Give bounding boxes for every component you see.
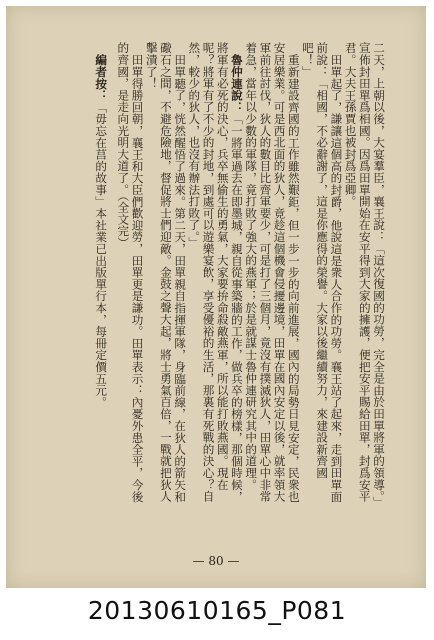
editor-note-text: 「毋忘在莒的故事」本社業已出版單行本，每冊定價五元。 (94, 100, 109, 408)
paragraph-1 (343, 42, 386, 504)
paragraph-text: 田單起了，謙讓這個高的封爵，他說這是衆人合作的功勞。襄王站了起來，走到田單面前說：「相國，不必辭謝了，這是你應得的榮譽。大家以後繼續努力，來建設新齊國吧！」 (300, 42, 344, 502)
paragraph-text: 二天，上朝以後，大宴羣臣，襄王說：「這次復國的功勞，完全是由於田單將軍的領導。」宣佈封田單爲相國。因爲田單開始在安平得到大家的擁護，便把安平賜給田單，封爲安平君。大夫王孫賈也被封爲亞卿。 (343, 42, 386, 503)
paragraph-6 (116, 42, 144, 504)
paragraph-4 (187, 42, 244, 504)
text-block (46, 42, 386, 504)
page-number: — 80 — (192, 554, 240, 568)
paragraph-text: 田單聽了，恍然醒悟了過來。第二天，田單親自指揮軍隊，身臨前線，在狄人的箭矢和礮石之間，不避危險地，督促將士們迎敵。金鼓之聲大起，將士勇氣百倍，一戰就把狄人擊潰了！ (144, 42, 188, 503)
paragraph-text: 重新建設齊國的工作雖然艱鉅，但一步一步的向前進展，國內的局勢日見安定，民衆也安居樂業。可是西北面的狄人，竟趁這個機會侵擾邊境，田單在國內安定以後，就率領大軍前往討伐，狄人的數目比齊軍要少，可是打了三個月，竟沒有撲滅狄人，田單心中非常着急，當年以少數的軍隊，竟打敗了強大的燕軍；於是就謀士魯仲連研究其中的道理。 (244, 42, 301, 503)
vertical-text-column (46, 42, 386, 504)
speaker-lead: 魯仲連說： (229, 53, 244, 113)
paragraph-text: 田單得勝回朝，襄王和大臣們歡迎勞，田單更是謙功。田單表示：內憂外患全平，今後的齊國，是走向光明大道了。（全文完） (116, 42, 145, 502)
scanned-page (6, 6, 426, 588)
image-caption: 20130610165_P081 (87, 596, 347, 625)
editor-note (94, 42, 108, 504)
editor-note-lead: 編者按： (94, 53, 109, 101)
paragraph-5 (145, 42, 188, 504)
paragraph-text: 「一將軍過去在即墨城，親自從事築牆的工作，做兵卒的榜樣，那個時候，將軍有必死的決心，兵卒無偷生的勇氣，大家要拚命殺敵燕軍，所以能打敗燕國。現在呢？將軍有了不少的封地，到處可以遊樂宴飲，享受優裕的生活，那裏有死戰的決心？自然，較少的狄人，也沒有辦法打敗了。」 (187, 42, 244, 503)
paragraph-2 (301, 42, 344, 504)
paragraph-3 (244, 42, 301, 504)
